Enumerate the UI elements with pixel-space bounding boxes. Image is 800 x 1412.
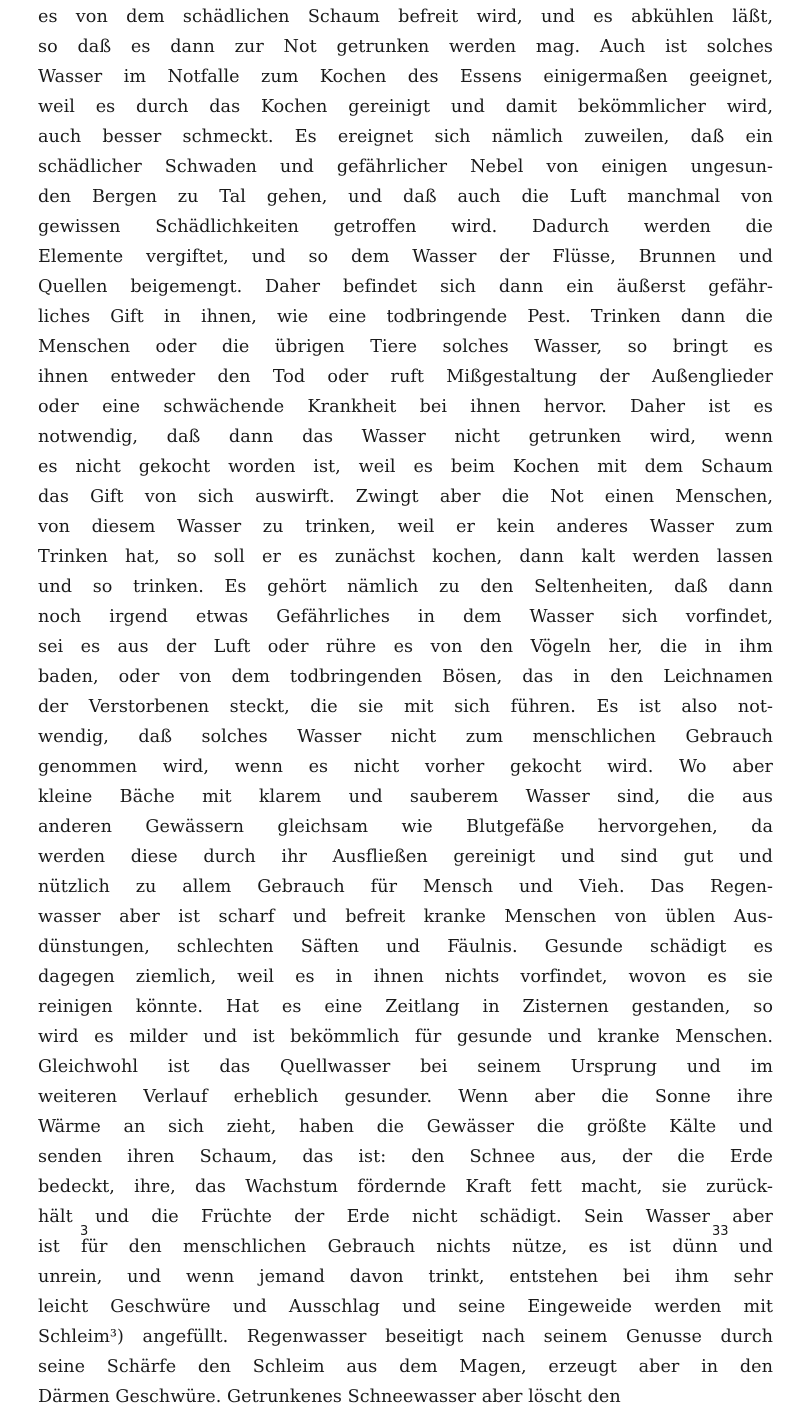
text-line: schädlicher Schwaden und gefährlicher Nebel von einigen ungesun-	[38, 157, 773, 177]
text-line: weil es durch das Kochen gereinigt und damit bekömmlicher wird,	[38, 97, 773, 117]
page-body	[38, 2, 773, 1412]
page-footer	[0, 1224, 800, 1254]
text-line: hält und die Früchte der Erde nicht schädigt. Sein Wasser aber	[38, 1207, 773, 1227]
text-line: von diesem Wasser zu trinken, weil er kein anderes Wasser zum	[38, 517, 773, 537]
text-line: das Gift von sich auswirft. Zwingt aber die Not einen Menschen,	[38, 487, 773, 507]
text-line: wendig, daß solches Wasser nicht zum menschlichen Gebrauch	[38, 727, 773, 747]
text-line: wasser aber ist scharf und befreit kranke Menschen von üblen Aus-	[38, 907, 773, 927]
text-line: wird es milder und ist bekömmlich für gesunde und kranke Menschen.	[38, 1027, 773, 1047]
text-line: senden ihren Schaum, das ist: den Schnee aus, der die Erde	[38, 1147, 773, 1167]
text-line: genommen wird, wenn es nicht vorher gekocht wird. Wo aber	[38, 757, 773, 777]
text-line: dünstungen, schlechten Säften und Fäulnis. Gesunde schädigt es	[38, 937, 773, 957]
text-line: Elemente vergiftet, und so dem Wasser der Flüsse, Brunnen und	[38, 247, 773, 267]
text-line: Wasser im Notfalle zum Kochen des Essens einigermaßen geeignet,	[38, 67, 773, 87]
text-line: auch besser schmeckt. Es ereignet sich nämlich zuweilen, daß ein	[38, 127, 773, 147]
text-line: sei es aus der Luft oder rühre es von den Vögeln her, die in ihm	[38, 637, 773, 657]
text-line: Schleim³) angefüllt. Regenwasser beseitigt nach seinem Genusse durch	[38, 1327, 773, 1347]
text-line: Quellen beigemengt. Daher befindet sich dann ein äußerst gefähr-	[38, 277, 773, 297]
text-line: ihnen entweder den Tod oder ruft Mißgestaltung der Außenglieder	[38, 367, 773, 387]
text-line: Menschen oder die übrigen Tiere solches Wasser, so bringt es	[38, 337, 773, 357]
page-number: 33	[712, 1224, 729, 1239]
text-line: reinigen könnte. Hat es eine Zeitlang in Zisternen gestanden, so	[38, 997, 773, 1017]
text-line: anderen Gewässern gleichsam wie Blutgefäße hervorgehen, da	[38, 817, 773, 837]
text-line: und so trinken. Es gehört nämlich zu den Seltenheiten, daß dann	[38, 577, 773, 597]
text-line: werden diese durch ihr Ausfließen gereinigt und sind gut und	[38, 847, 773, 867]
text-line: oder eine schwächende Krankheit bei ihnen hervor. Daher ist es	[38, 397, 773, 417]
text-line: bedeckt, ihre, das Wachstum fördernde Kraft fett macht, sie zurück-	[38, 1177, 773, 1197]
text-line: noch irgend etwas Gefährliches in dem Wasser sich vorfindet,	[38, 607, 773, 627]
text-line: so daß es dann zur Not getrunken werden mag. Auch ist solches	[38, 37, 773, 57]
text-line: dagegen ziemlich, weil es in ihnen nichts vorfindet, wovon es sie	[38, 967, 773, 987]
text-line: leicht Geschwüre und Ausschlag und seine Eingeweide werden mit	[38, 1297, 773, 1317]
text-line: Därmen Geschwüre. Getrunkenes Schneewasser aber löscht den	[38, 1387, 621, 1407]
text-line: ist für den menschlichen Gebrauch nichts nütze, es ist dünn und	[38, 1237, 773, 1257]
text-line: gewissen Schädlichkeiten getroffen wird. Dadurch werden die	[38, 217, 773, 237]
signature-mark: 3	[80, 1224, 89, 1239]
text-line: Gleichwohl ist das Quellwasser bei seinem Ursprung und im	[38, 1057, 773, 1077]
text-line: Wärme an sich zieht, haben die Gewässer die größte Kälte und	[38, 1117, 773, 1137]
text-line: es nicht gekocht worden ist, weil es beim Kochen mit dem Schaum	[38, 457, 773, 477]
text-line: der Verstorbenen steckt, die sie mit sich führen. Es ist also not-	[38, 697, 773, 717]
text-line: weiteren Verlauf erheblich gesunder. Wenn aber die Sonne ihre	[38, 1087, 773, 1107]
text-line: kleine Bäche mit klarem und sauberem Wasser sind, die aus	[38, 787, 773, 807]
text-line: es von dem schädlichen Schaum befreit wird, und es abkühlen läßt,	[38, 7, 773, 27]
text-line: den Bergen zu Tal gehen, und daß auch die Luft manchmal von	[38, 187, 773, 207]
text-line: Trinken hat, so soll er es zunächst kochen, dann kalt werden lassen	[38, 547, 773, 567]
text-line: seine Schärfe den Schleim aus dem Magen, erzeugt aber in den	[38, 1357, 773, 1377]
text-line: nützlich zu allem Gebrauch für Mensch und Vieh. Das Regen-	[38, 877, 773, 897]
text-line: notwendig, daß dann das Wasser nicht getrunken wird, wenn	[38, 427, 773, 447]
text-line: unrein, und wenn jemand davon trinkt, entstehen bei ihm sehr	[38, 1267, 773, 1287]
text-line: liches Gift in ihnen, wie eine todbringende Pest. Trinken dann die	[38, 307, 773, 327]
text-line: baden, oder von dem todbringenden Bösen, das in den Leichnamen	[38, 667, 773, 687]
